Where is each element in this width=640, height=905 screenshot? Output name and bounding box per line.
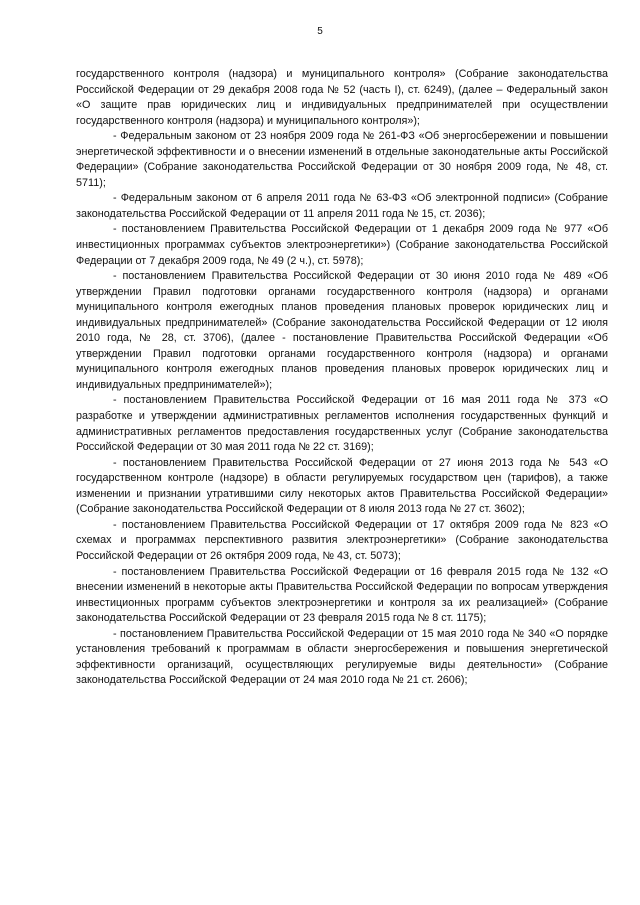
list-item-resolution-489: - постановлением Правительства Российской Федерации от 30 июня 2010 года № 489 «Об утверждении Правил подготовки органами государственного контроля (надзора) и органами муниципального контроля ежегодных планов проведения плановых проверок юридических лиц и индивидуальных предпринимателей» (Собрание законодательства Российской Федерации от 12 июля 2010 года, № 28, ст. 3706), (далее - постановление Правительства Российской Федерации «Об утверждении Правил подготовки органами государственного контроля (надзора) и органами муниципального контроля ежегодных планов проведения плановых проверок юридических лиц и индивидуальных предпринимателей»);	[76, 270, 608, 391]
list-item-resolution-340: - постановлением Правительства Российской Федерации от 15 мая 2010 года № 340 «О порядке установления требований к программам в области энергосбережения и повышения энергетической эффективности организаций, осуществляющих регулируемые виды деятельности» (Собрание законодательства Российской Федерации от 24 мая 2010 года № 21 ст. 2606);	[76, 627, 608, 687]
list-item-resolution-823: - постановлением Правительства Российской Федерации от 17 октября 2009 года № 823 «О схемах и программах перспективного развития электроэнергетики» (Собрание законодательства Российской Федерации от 26 октября 2009 года, № 43, ст. 5073);	[76, 518, 608, 562]
list-item-resolution-373: - постановлением Правительства Российской Федерации от 16 мая 2011 года № 373 «О разработке и утверждении административных регламентов исполнения государственных функций и административных регламентов предоставления государственных услуг (Собрание законодательства Российской Федерации от 30 мая 2011 года № 22 ст. 3169);	[76, 394, 608, 454]
list-item-resolution-543: - постановлением Правительства Российской Федерации от 27 июня 2013 года № 543 «О государственном контроле (надзоре) в области регулируемых государством цен (тарифов), а также изменении и признании утратившими силу некоторых актов Правительства Российской Федерации» (Собрание законодательства Российской Федерации от 8 июля 2013 года № 27 ст. 3602);	[76, 456, 608, 516]
list-item-federal-law-63: - Федеральным законом от 6 апреля 2011 года № 63-ФЗ «Об электронной подписи» (Собрание законодательства Российской Федерации от 11 апреля 2011 года № 15, ст. 2036);	[76, 192, 608, 220]
page-number: 5	[317, 26, 323, 37]
list-item-federal-law-261: - Федеральным законом от 23 ноября 2009 года № 261-ФЗ «Об энергосбережении и повышении энергетической эффективности и о внесении изменений в отдельные законодательные акты Российской Федерации» (Собрание законодательства Российской Федерации от 30 ноября 2009 года, № 48, ст. 5711);	[76, 130, 608, 189]
paragraph-continuation: государственного контроля (надзора) и муниципального контроля» (Собрание законодательства Российской Федерации от 29 декабря 2008 года № 52 (часть I), ст. 6249), (далее – Федеральный закон «О защите прав юридических лиц и индивидуальных предпринимателей при осуществлении государственного контроля (надзора) и муниципального контроля»);	[76, 68, 608, 127]
list-item-resolution-977: - постановлением Правительства Российской Федерации от 1 декабря 2009 года № 977 «Об инвестиционных программах субъектов электроэнергетики») (Собрание законодательства Российской Федерации от 7 декабря 2009 года, № 49 (2 ч.), ст. 5978);	[76, 223, 608, 267]
list-item-resolution-132: - постановлением Правительства Российской Федерации от 16 февраля 2015 года № 132 «О внесении изменений в некоторые акты Правительства Российской Федерации по вопросам утверждения инвестиционных программ субъектов электроэнергетики и контроля за их реализацией» (Собрание законодательства Российской Федерации от 23 февраля 2015 года № 8 ст. 1175);	[76, 565, 608, 625]
document-body	[76, 67, 608, 689]
